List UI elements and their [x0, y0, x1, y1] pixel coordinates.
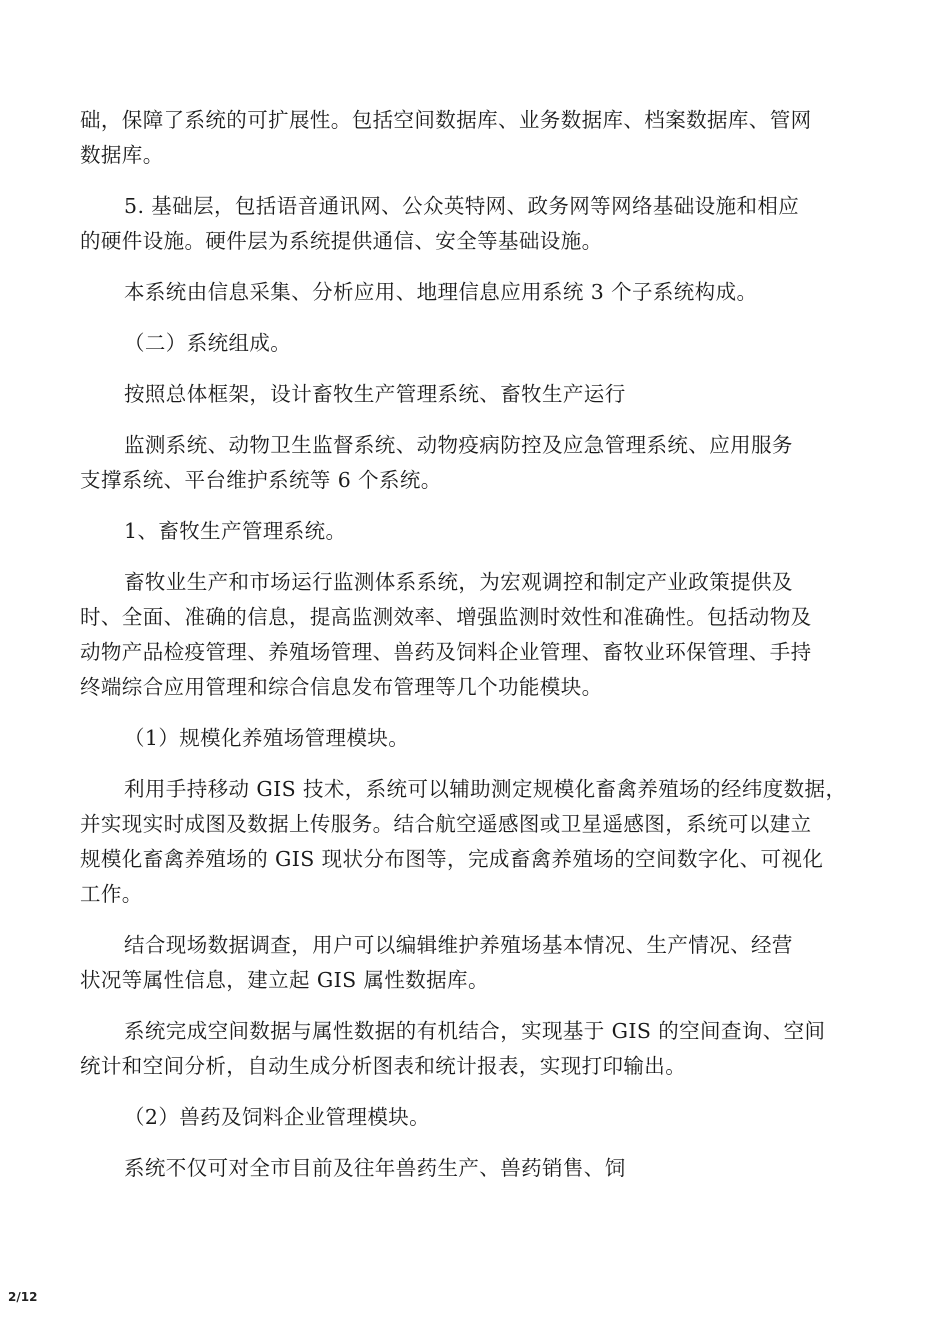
section-heading-system-composition: [80, 326, 880, 361]
paragraph-mobile-gis: [80, 772, 880, 912]
text-line: 统计和空间分析，自动生成分析图表和统计报表，实现打印输出。: [80, 1054, 687, 1078]
text-line: 工作。: [80, 882, 143, 906]
text-line: 系统完成空间数据与属性数据的有机结合，实现基于 GIS 的空间查询、空间: [124, 1019, 826, 1043]
text-line: 状况等属性信息，建立起 GIS 属性数据库。: [80, 968, 489, 992]
paragraph-framework: [80, 377, 880, 412]
text-line: 系统不仅可对全市目前及往年兽药生产、兽药销售、饲: [124, 1156, 626, 1180]
page-number: 2/12: [8, 1290, 38, 1304]
text-line: （1）规模化养殖场管理模块。: [124, 726, 410, 750]
text-line: 终端综合应用管理和综合信息发布管理等几个功能模块。: [80, 675, 603, 699]
text-line: 畜牧业生产和市场运行监测体系系统，为宏观调控和制定产业政策提供及: [124, 570, 793, 594]
module-heading-veterinary-feed: [80, 1100, 880, 1135]
text-line: 监测系统、动物卫生监督系统、动物疫病防控及应急管理系统、应用服务: [124, 433, 793, 457]
text-line: 础，保障了系统的可扩展性。包括空间数据库、业务数据库、档案数据库、管网: [80, 108, 812, 132]
text-line: 利用手持移动 GIS 技术，系统可以辅助测定规模化畜禽养殖场的经纬度数据，: [124, 777, 847, 801]
text-line: 规模化畜禽养殖场的 GIS 现状分布图等，完成畜禽养殖场的空间数字化、可视化: [80, 847, 824, 871]
text-line: 时、全面、准确的信息，提高监测效率、增强监测时效性和准确性。包括动物及: [80, 605, 812, 629]
paragraph-field-survey: [80, 928, 880, 998]
paragraph-veterinary-production: [80, 1151, 880, 1186]
document-body: [80, 103, 880, 1186]
paragraph-storage-continuation: [80, 103, 880, 173]
text-line: 按照总体框架，设计畜牧生产管理系统、畜牧生产运行: [124, 382, 626, 406]
text-line: 动物产品检疫管理、养殖场管理、兽药及饲料企业管理、畜牧业环保管理、手持: [80, 640, 812, 664]
text-line: 数据库。: [80, 143, 164, 167]
text-line: 1、畜牧生产管理系统。: [124, 519, 347, 543]
subsection-heading-production-management: [80, 514, 880, 549]
text-line: （2）兽药及饲料企业管理模块。: [124, 1105, 431, 1129]
module-heading-farm-management: [80, 721, 880, 756]
text-line: 支撑系统、平台维护系统等 6 个系统。: [80, 468, 442, 492]
paragraph-spatial-analysis: [80, 1014, 880, 1084]
text-line: 本系统由信息采集、分析应用、地理信息应用系统 3 个子系统构成。: [124, 280, 758, 304]
text-line: 的硬件设施。硬件层为系统提供通信、安全等基础设施。: [80, 229, 603, 253]
text-line: 并实现实时成图及数据上传服务。结合航空遥感图或卫星遥感图，系统可以建立: [80, 812, 812, 836]
paragraph-infrastructure-layer: [80, 189, 880, 259]
paragraph-six-systems: [80, 428, 880, 498]
text-line: （二）系统组成。: [124, 331, 292, 355]
paragraph-subsystems: [80, 275, 880, 310]
text-line: 结合现场数据调查，用户可以编辑维护养殖场基本情况、生产情况、经营: [124, 933, 793, 957]
paragraph-monitoring-system: [80, 565, 880, 705]
text-line: 5. 基础层，包括语音通讯网、公众英特网、政务网等网络基础设施和相应: [124, 194, 800, 218]
